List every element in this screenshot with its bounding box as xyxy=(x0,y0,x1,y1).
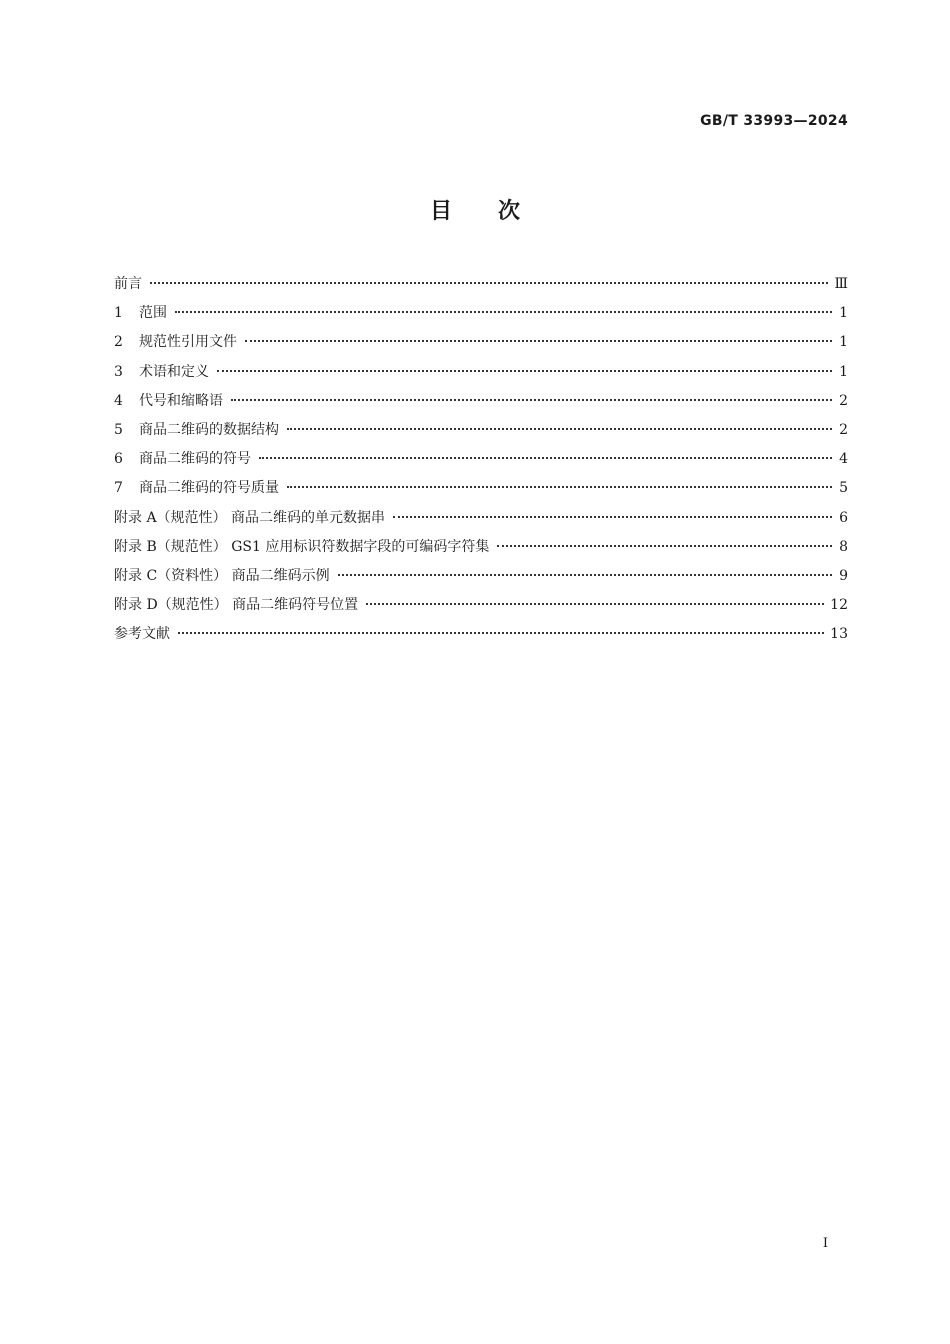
toc-entry-page: Ⅲ xyxy=(834,276,848,292)
toc-entry-title: 商品二维码的数据结构 xyxy=(139,421,279,438)
toc-entry-title: 范围 xyxy=(139,305,167,322)
toc-entry-4[interactable] xyxy=(114,389,848,418)
dot-leader xyxy=(338,574,832,576)
toc-entry-page: 1 xyxy=(839,334,848,351)
dot-leader xyxy=(287,428,832,430)
toc-entry-title: 前言 xyxy=(114,276,142,292)
dot-leader xyxy=(287,486,832,488)
toc-entry-page: 1 xyxy=(839,363,848,380)
toc-entry-page: 9 xyxy=(839,567,848,584)
standard-number: GB/T 33993—2024 xyxy=(700,113,848,129)
toc-entry-number: 3 xyxy=(114,363,123,380)
toc-entry-3[interactable] xyxy=(114,360,848,389)
toc-entry-title: 附录 C（资料性） 商品二维码示例 xyxy=(114,567,330,584)
toc-entry-number: 5 xyxy=(114,421,123,438)
toc-entry-page: 2 xyxy=(839,421,848,438)
dot-leader xyxy=(245,340,832,342)
dot-leader xyxy=(217,370,832,372)
toc-entry-1[interactable] xyxy=(114,301,848,330)
toc-entry-bibliography[interactable] xyxy=(114,622,848,651)
dot-leader xyxy=(497,545,832,547)
dot-leader xyxy=(393,516,832,518)
toc-entry-7[interactable] xyxy=(114,476,848,505)
toc-entry-number: 2 xyxy=(114,334,123,351)
toc-entry-page: 12 xyxy=(830,597,848,614)
dot-leader xyxy=(175,311,832,313)
toc-entry-2[interactable] xyxy=(114,330,848,359)
toc-entry-number: 4 xyxy=(114,392,123,409)
toc-entry-title: 商品二维码的符号 xyxy=(139,451,251,468)
toc-entry-annex-d[interactable] xyxy=(114,593,848,622)
toc-entry-title: 参考文献 xyxy=(114,626,170,643)
table-of-contents xyxy=(114,272,848,651)
toc-entry-title: 代号和缩略语 xyxy=(139,392,223,409)
toc-entry-page: 5 xyxy=(839,480,848,497)
dot-leader xyxy=(150,282,828,284)
toc-entry-page: 6 xyxy=(839,509,848,526)
toc-entry-page: 1 xyxy=(839,305,848,322)
dot-leader xyxy=(259,457,832,459)
toc-entry-annex-b[interactable] xyxy=(114,535,848,564)
toc-entry-annex-c[interactable] xyxy=(114,564,848,593)
toc-entry-title: 附录 A（规范性） 商品二维码的单元数据串 xyxy=(114,509,386,526)
toc-entry-number: 6 xyxy=(114,451,123,468)
toc-entry-6[interactable] xyxy=(114,447,848,476)
toc-entry-page: 13 xyxy=(830,626,848,643)
toc-entry-page: 8 xyxy=(839,538,848,555)
toc-entry-title: 规范性引用文件 xyxy=(139,334,237,351)
toc-entry-5[interactable] xyxy=(114,418,848,447)
toc-entry-title: 附录 D（规范性） 商品二维码符号位置 xyxy=(114,597,359,614)
toc-entry-number: 1 xyxy=(114,305,123,322)
toc-entry-annex-a[interactable] xyxy=(114,506,848,535)
toc-entry-foreword[interactable] xyxy=(114,272,848,301)
dot-leader xyxy=(231,399,832,401)
toc-entry-title: 附录 B（规范性） GS1 应用标识符数据字段的可编码字符集 xyxy=(114,538,490,555)
footer-page-number: I xyxy=(822,1236,828,1251)
toc-entry-number: 7 xyxy=(114,480,123,497)
toc-entry-title: 术语和定义 xyxy=(139,363,209,380)
toc-entry-page: 2 xyxy=(839,392,848,409)
dot-leader xyxy=(366,603,824,605)
toc-entry-title: 商品二维码的符号质量 xyxy=(139,480,279,497)
page-title: 目次 xyxy=(429,199,566,224)
dot-leader xyxy=(178,632,824,634)
toc-entry-page: 4 xyxy=(839,451,848,468)
